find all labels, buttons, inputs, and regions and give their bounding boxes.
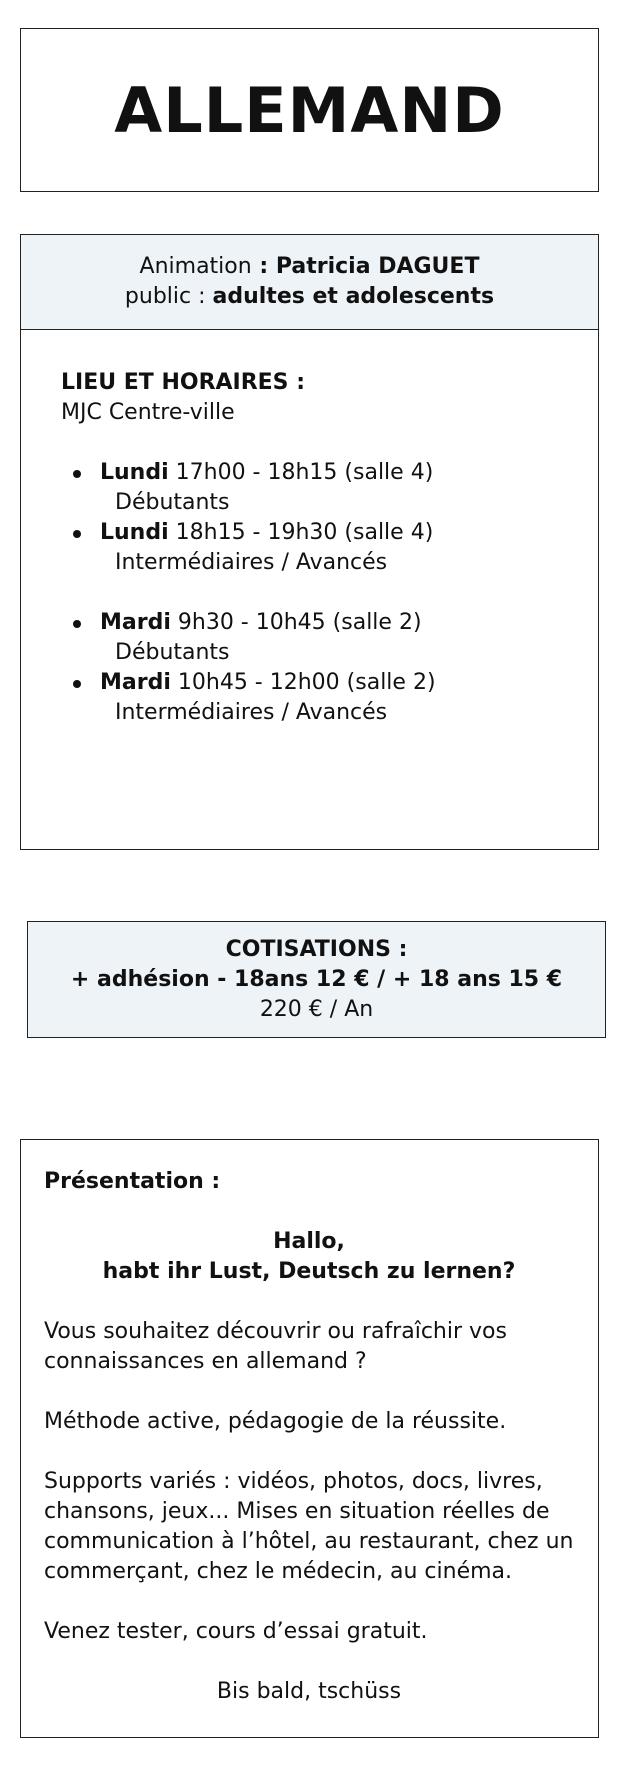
public-value: adultes et adolescents xyxy=(212,284,495,309)
animator-name: Patricia DAGUET xyxy=(275,254,480,279)
schedule-item xyxy=(61,668,598,728)
schedule-level: Débutants xyxy=(115,640,230,665)
presentation-closing: Bis bald, tschüss xyxy=(216,1679,402,1704)
presentation-paragraph-1: Vous souhaitez découvrir ou rafraîchir vos connaissances en allemand ? xyxy=(44,1319,507,1374)
schedule-level: Intermédiaires / Avancés xyxy=(115,700,388,725)
presentation-paragraph-3: Supports variés : vidéos, photos, docs, livres, chansons, jeux... Mises en situation réelles de communication à l’hôtel, au restaurant, chez un commerçant, chez le médecin, au cinéma. xyxy=(44,1469,574,1584)
schedule-level: Débutants xyxy=(115,490,230,515)
schedule-item xyxy=(61,608,598,668)
cotisations-price: 220 € / An xyxy=(259,996,374,1022)
schedule-time: 17h00 - 18h15 (salle 4) xyxy=(168,460,434,485)
schedule-item xyxy=(61,458,598,518)
schedule-level: Intermédiaires / Avancés xyxy=(115,550,388,575)
public-line xyxy=(125,282,494,312)
title-box xyxy=(20,28,599,192)
schedule-time: 10h45 - 12h00 (salle 2) xyxy=(170,670,436,695)
schedule-day: Lundi xyxy=(100,460,169,485)
schedule-time: 18h15 - 19h30 (salle 4) xyxy=(168,520,434,545)
schedule-item xyxy=(61,518,598,578)
page-title: ALLEMAND xyxy=(114,73,505,147)
schedule-section xyxy=(21,330,598,728)
animation-header xyxy=(21,235,598,330)
greeting-line-1: Hallo, xyxy=(273,1229,345,1254)
schedule-day: Mardi xyxy=(100,670,171,695)
presentation-heading: Présentation : xyxy=(44,1169,221,1194)
schedule-heading: LIEU ET HORAIRES : xyxy=(61,370,305,395)
schedule-time: 9h30 - 10h45 (salle 2) xyxy=(170,610,422,635)
animation-label: Animation xyxy=(139,254,252,279)
presentation-paragraph-4: Venez tester, cours d’essai gratuit. xyxy=(44,1619,428,1644)
presentation-box xyxy=(20,1139,599,1738)
greeting-line-2: habt ihr Lust, Deutsch zu lernen? xyxy=(102,1259,516,1284)
course-info-box xyxy=(20,234,599,850)
animator-line xyxy=(140,252,480,282)
cotisations-adhesion: + adhésion - 18ans 12 € / + 18 ans 15 € xyxy=(70,966,563,992)
animation-separator: : xyxy=(251,254,276,279)
public-label: public : xyxy=(124,284,213,309)
schedule-day: Mardi xyxy=(100,610,171,635)
schedule-location: MJC Centre-ville xyxy=(61,400,235,425)
cotisations-box xyxy=(27,921,606,1038)
schedule-day: Lundi xyxy=(100,520,169,545)
schedule-list xyxy=(61,458,598,728)
presentation-paragraph-2: Méthode active, pédagogie de la réussite. xyxy=(44,1409,507,1434)
cotisations-heading: COTISATIONS : xyxy=(225,936,408,962)
